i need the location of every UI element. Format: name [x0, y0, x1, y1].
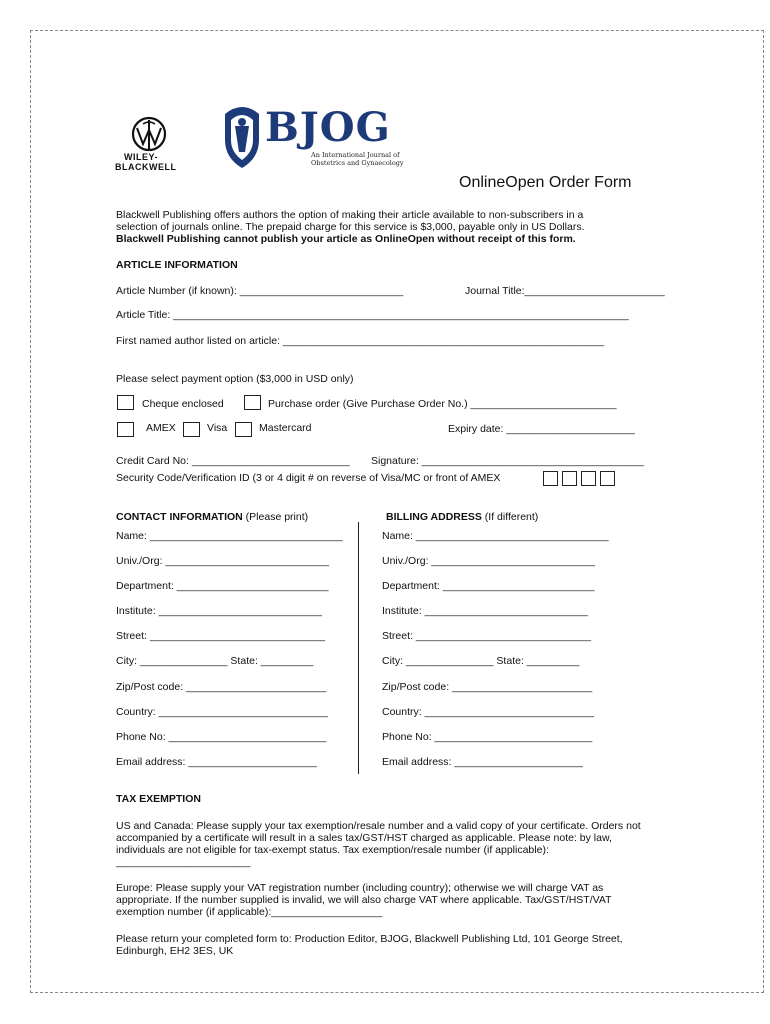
tax-us-canada-text: US and Canada: Please supply your tax exemption/resale number and a valid copy of your certificate. Orders not accompanied by a certificate will result in a sales tax/GST/HST charged as applicable. Please note: by law, individuals are not eligible for tax-exempt status. Tax exemption/resale number (if applicable): _______________________	[116, 820, 641, 868]
security-code-digit-2[interactable]	[562, 471, 577, 486]
billing-institute-field[interactable]: Institute: ____________________________	[382, 605, 589, 617]
cheque-label: Cheque enclosed	[142, 398, 224, 410]
visa-checkbox[interactable]	[183, 422, 200, 437]
bjog-logo-text: BJOG	[265, 104, 391, 151]
security-code-digit-1[interactable]	[543, 471, 558, 486]
billing-country-field[interactable]: Country: _____________________________	[382, 706, 594, 718]
contact-heading-bold: CONTACT INFORMATION	[116, 511, 243, 523]
amex-label: AMEX	[146, 422, 176, 434]
first-author-field[interactable]: First named author listed on article: _______________________________________________________	[116, 335, 605, 347]
contact-street-field[interactable]: Street: ______________________________	[116, 630, 326, 642]
intro-line-2: selection of journals online. The prepaid charge for this service is $3,000, payable only in US Dollars.	[116, 221, 585, 233]
contact-institute-field[interactable]: Institute: ____________________________	[116, 605, 323, 617]
bjog-subtitle-1: An International Journal of	[311, 151, 400, 159]
billing-zip-field[interactable]: Zip/Post code: ________________________	[382, 681, 593, 693]
payment-prompt: Please select payment option ($3,000 in USD only)	[116, 373, 354, 385]
billing-phone-field[interactable]: Phone No: ___________________________	[382, 731, 593, 743]
billing-heading-bold: BILLING ADDRESS	[386, 511, 482, 523]
billing-department-field[interactable]: Department: __________________________	[382, 580, 595, 592]
billing-heading-rest: (If different)	[481, 511, 539, 523]
bjog-crest-icon	[219, 100, 265, 173]
contact-name-field[interactable]: Name: _________________________________	[116, 530, 343, 542]
tax-heading: TAX EXEMPTION	[116, 793, 201, 805]
purchase-order-field[interactable]: Purchase order (Give Purchase Order No.) _________________________	[268, 398, 617, 410]
security-code-digit-3[interactable]	[581, 471, 596, 486]
intro-line-1: Blackwell Publishing offers authors the option of making their article available to non-subscribers in a	[116, 209, 584, 221]
article-title-field[interactable]: Article Title: ______________________________________________________________________________	[116, 309, 629, 321]
billing-email-field[interactable]: Email address: ______________________	[382, 756, 583, 768]
wiley-blackwell-logo	[113, 116, 185, 176]
billing-heading	[386, 511, 538, 524]
column-divider	[358, 522, 359, 774]
contact-org-field[interactable]: Univ./Org: ____________________________	[116, 555, 329, 567]
bjog-subtitle-2: Obstetrics and Gynaecology	[311, 159, 404, 167]
contact-country-field[interactable]: Country: _____________________________	[116, 706, 328, 718]
form-title: OnlineOpen Order Form	[459, 174, 632, 191]
contact-heading	[116, 511, 308, 524]
mastercard-label: Mastercard	[259, 422, 312, 434]
journal-title-field[interactable]: Journal Title:________________________	[465, 285, 665, 297]
security-code-digit-4[interactable]	[600, 471, 615, 486]
return-instructions: Please return your completed form to: Production Editor, BJOG, Blackwell Publishing Ltd, 101 George Street, Edinburgh, EH2 3ES, UK	[116, 933, 623, 957]
billing-name-field[interactable]: Name: _________________________________	[382, 530, 609, 542]
intro-line-3: Blackwell Publishing cannot publish your article as OnlineOpen without receipt of this form.	[116, 233, 576, 245]
billing-org-field[interactable]: Univ./Org: ____________________________	[382, 555, 595, 567]
credit-card-field[interactable]: Credit Card No: ___________________________	[116, 455, 350, 467]
security-code-label: Security Code/Verification ID (3 or 4 digit # on reverse of Visa/MC or front of AMEX	[116, 472, 501, 484]
wiley-logo-text-2: BLACKWELL	[115, 162, 177, 172]
article-number-field[interactable]: Article Number (if known): ____________________________	[116, 285, 404, 297]
contact-city-state-field[interactable]: City: _______________ State: _________	[116, 655, 314, 667]
amex-checkbox[interactable]	[117, 422, 134, 437]
contact-email-field[interactable]: Email address: ______________________	[116, 756, 317, 768]
contact-heading-rest: (Please print)	[242, 511, 309, 523]
signature-field[interactable]: Signature: ______________________________________	[371, 455, 644, 467]
billing-city-state-field[interactable]: City: _______________ State: _________	[382, 655, 580, 667]
contact-phone-field[interactable]: Phone No: ___________________________	[116, 731, 327, 743]
tax-europe-text: Europe: Please supply your VAT registration number (including country); otherwise we will charge VAT as appropriate. If the number supplied is invalid, we will also charge VAT where applicable. Tax/GST/HST/VAT exemption number (if applicable):___________________	[116, 882, 612, 918]
article-heading: ARTICLE INFORMATION	[116, 259, 238, 271]
wiley-logo-text-1: WILEY-	[124, 152, 158, 162]
billing-street-field[interactable]: Street: ______________________________	[382, 630, 592, 642]
contact-zip-field[interactable]: Zip/Post code: ________________________	[116, 681, 327, 693]
visa-label: Visa	[207, 422, 228, 434]
expiry-date-field[interactable]: Expiry date: ______________________	[448, 423, 635, 435]
cheque-checkbox[interactable]	[117, 395, 134, 410]
wiley-emblem-icon	[113, 116, 185, 156]
contact-department-field[interactable]: Department: __________________________	[116, 580, 329, 592]
mastercard-checkbox[interactable]	[235, 422, 252, 437]
purchase-order-checkbox[interactable]	[244, 395, 261, 410]
